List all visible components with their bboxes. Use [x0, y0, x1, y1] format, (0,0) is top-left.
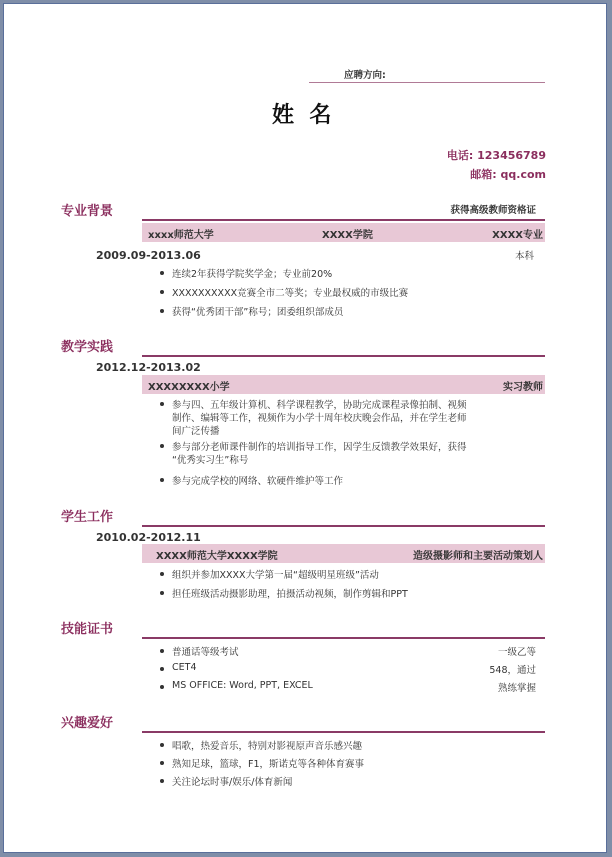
list-item-line: 参与四、五年级计算机、科学课程教学，协助完成课程录像拍制、视频: [172, 400, 467, 411]
list-item: 担任班级活动摄影助理，拍摄活动视频，制作剪辑和PPT: [172, 589, 408, 600]
skill-name: CET4: [172, 662, 197, 673]
phone: 电话: 123456789: [446, 149, 546, 162]
background-date: 2009.09-2013.06: [96, 249, 201, 262]
practice-date: 2012.12-2013.02: [96, 361, 201, 374]
practice-role: 实习教师: [503, 382, 543, 393]
student-role: 造级摄影师和主要活动策划人: [413, 551, 543, 562]
skill-value: 548，通过: [489, 665, 536, 676]
student-date: 2010.02-2012.11: [96, 531, 201, 544]
bullet-dot: [160, 685, 164, 689]
major-name: XXXX专业: [492, 230, 543, 241]
list-item-line: “优秀实习生”称号: [172, 455, 249, 466]
section-rule: [142, 219, 545, 221]
teacher-cert: 获得高级教师资格证: [450, 205, 536, 216]
skill-name: MS OFFICE: Word, PPT, EXCEL: [172, 680, 313, 691]
list-item-line: 参与完成学校的网络、软硬件维护等工作: [172, 476, 344, 487]
list-item: 组织并参加XXXX大学第一届“超级明星班级”活动: [172, 570, 379, 581]
student-org: XXXX师范大学XXXX学院: [156, 551, 278, 562]
section-title-background: 专业背景: [61, 204, 114, 219]
bullet-dot: [160, 572, 164, 576]
resume-page: [3, 3, 607, 853]
bullet-dot: [160, 402, 164, 406]
bullet-dot: [160, 478, 164, 482]
section-title-student: 学生工作: [61, 510, 114, 525]
section-rule: [142, 525, 545, 527]
degree: 本科: [514, 251, 534, 262]
bullet-dot: [160, 649, 164, 653]
section-rule: [142, 731, 545, 733]
bullet-dot: [160, 743, 164, 747]
list-item-line: 参与部分老师课件制作的培训指导工作，因学生反馈教学效果好，获得: [172, 442, 467, 453]
list-item-line: 间广泛传播: [172, 426, 220, 437]
bullet-dot: [160, 779, 164, 783]
section-title-practice: 教学实践: [61, 340, 114, 355]
section-rule: [142, 637, 545, 639]
bullet-dot: [160, 444, 164, 448]
practice-bar: [142, 375, 545, 394]
list-item: 熟知足球，篮球，F1，斯诺克等各种体育赛事: [172, 759, 365, 770]
school-name: xxxx师范大学: [148, 230, 214, 241]
list-item: 关注论坛时事/娱乐/体育新闻: [172, 777, 293, 788]
school-bar: [142, 223, 545, 242]
list-item: XXXXXXXXXX竞赛全市二等奖；专业最权威的市级比赛: [172, 288, 409, 299]
list-item-line: 制作、编辑等工作，视频作为小学十周年校庆晚会作品，并在学生老师: [172, 413, 467, 424]
list-item: 连续2年获得学院奖学金；专业前20%: [172, 269, 333, 280]
skill-value: 熟练掌握: [497, 683, 536, 694]
bullet-dot: [160, 591, 164, 595]
college-name: XXXX学院: [322, 230, 373, 241]
email: 邮箱: qq.com: [470, 168, 546, 181]
bullet-dot: [160, 309, 164, 313]
skill-value: 一级乙等: [497, 647, 536, 658]
section-title-skills: 技能证书: [61, 622, 114, 637]
list-item: 获得“优秀团干部”称号；团委组织部成员: [172, 307, 344, 318]
candidate-name: 姓 名: [272, 103, 332, 128]
section-title-hobbies: 兴趣爱好: [61, 716, 114, 731]
student-bar: [142, 544, 545, 563]
list-item: 唱歌，热爱音乐，特别对影视原声音乐感兴趣: [172, 741, 363, 752]
bullet-dot: [160, 290, 164, 294]
practice-org: XXXXXXXX小学: [148, 382, 230, 393]
skill-name: 普通话等级考试: [172, 647, 239, 658]
apply-direction-label: 应聘方向:: [344, 70, 386, 81]
bullet-dot: [160, 271, 164, 275]
apply-underline: [309, 82, 545, 83]
section-rule: [142, 355, 545, 357]
bullet-dot: [160, 667, 164, 671]
bullet-dot: [160, 761, 164, 765]
